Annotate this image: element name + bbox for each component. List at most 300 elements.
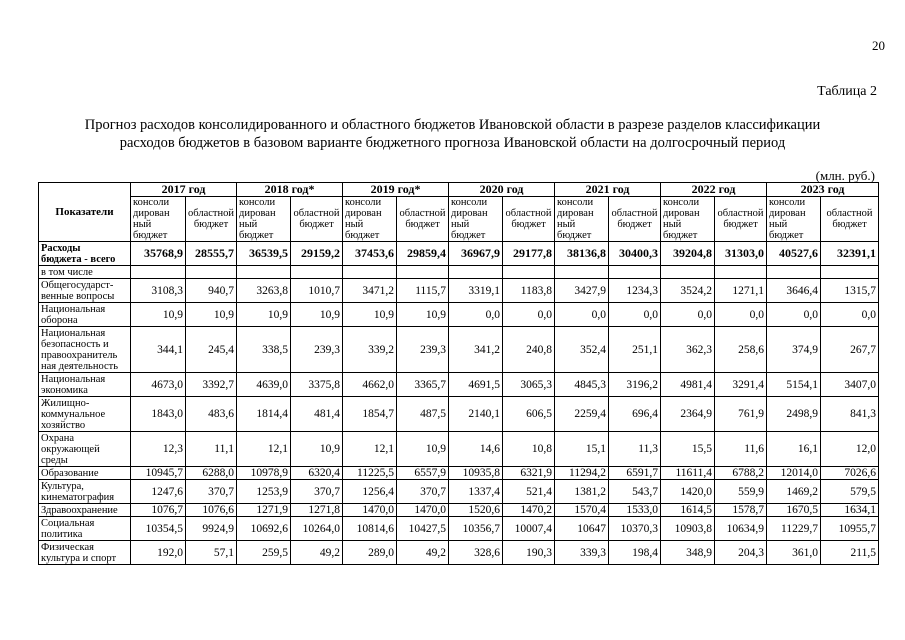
regional-value-cell: 245,4 [186,327,237,373]
consolidated-value-cell: 4845,3 [555,373,609,397]
consolidated-budget-header [661,197,715,242]
row-label-line: Расходы [41,242,81,254]
consolidated-value-cell: 289,0 [343,541,397,565]
consolidated-value-cell: 3524,2 [661,279,715,303]
consolidated-value-cell: 341,2 [449,327,503,373]
regional-value-cell: 11,1 [186,432,237,467]
consolidated-value-cell: 10,9 [237,303,291,327]
page-number: 20 [872,38,885,53]
table-row [39,504,879,517]
row-label-line: ная деятельность [41,360,119,372]
row-label [39,517,131,541]
consolidated-value-cell: 3427,9 [555,279,609,303]
consolidated-value-cell: 4673,0 [131,373,186,397]
regional-value-cell: 31303,0 [715,242,767,266]
regional-value-cell: 6557,9 [397,467,449,480]
row-label-line: кинематография [41,491,115,503]
consolidated-value-cell: 3108,3 [131,279,186,303]
regional-value-cell: 10,9 [186,303,237,327]
title-line-2: расходов бюджетов в базовом варианте бюджетного прогноза Ивановской области на долгосрочный период [119,135,786,151]
regional-value-cell: 3291,4 [715,373,767,397]
header-line: дирован [451,208,488,219]
regional-value-cell: 841,3 [821,397,879,432]
consolidated-value-cell: 361,0 [767,541,821,565]
header-line: бюджет [405,219,440,230]
consolidated-value-cell: 40527,6 [767,242,821,266]
regional-value-cell: 1076,6 [186,504,237,517]
consolidated-value-cell: 3471,2 [343,279,397,303]
consolidated-value-cell: 11611,4 [661,467,715,480]
header-line: бюджет [663,230,698,241]
consolidated-value-cell: 12,1 [343,432,397,467]
budget-forecast-table [38,182,879,565]
row-label-line: хозяйство [41,419,86,431]
row-label-line: безопасность и [41,338,109,350]
regional-value-cell [186,266,237,279]
consolidated-value-cell: 10,9 [343,303,397,327]
consolidated-value-cell: 0,0 [555,303,609,327]
regional-value-cell: 1578,7 [715,504,767,517]
table-row [39,242,879,266]
consolidated-value-cell [661,266,715,279]
regional-budget-header [186,197,237,242]
header-line: бюджет [617,219,652,230]
consolidated-value-cell [449,266,503,279]
consolidated-value-cell: 10978,9 [237,467,291,480]
regional-value-cell: 761,9 [715,397,767,432]
regional-value-cell: 1271,1 [715,279,767,303]
consolidated-value-cell: 39204,8 [661,242,715,266]
consolidated-value-cell [767,266,821,279]
regional-budget-header [503,197,555,242]
regional-value-cell: 251,1 [609,327,661,373]
row-label [39,480,131,504]
row-label [39,467,131,480]
header-line: консоли [451,197,488,208]
consolidated-value-cell: 35768,9 [131,242,186,266]
header-line: областной [505,208,552,219]
header-line: областной [826,208,873,219]
regional-value-cell: 28555,7 [186,242,237,266]
consolidated-value-cell: 362,3 [661,327,715,373]
regional-value-cell: 240,8 [503,327,555,373]
regional-value-cell: 696,4 [609,397,661,432]
row-label-line: Здравоохранение [41,504,118,516]
table-label: Таблица 2 [817,84,877,99]
consolidated-budget-header [237,197,291,242]
regional-value-cell: 1115,7 [397,279,449,303]
regional-value-cell: 1634,1 [821,504,879,517]
consolidated-value-cell: 3646,4 [767,279,821,303]
consolidated-value-cell: 192,0 [131,541,186,565]
regional-value-cell: 3065,3 [503,373,555,397]
consolidated-value-cell: 12,3 [131,432,186,467]
consolidated-value-cell: 1420,0 [661,480,715,504]
consolidated-value-cell: 10647 [555,517,609,541]
regional-value-cell: 10,9 [397,303,449,327]
year-header: 2018 год* [237,183,343,197]
regional-value-cell: 10,9 [291,432,343,467]
table-row [39,480,879,504]
regional-budget-header [397,197,449,242]
header-line: областной [293,208,340,219]
consolidated-value-cell: 1570,4 [555,504,609,517]
year-header-row [39,183,879,197]
consolidated-value-cell: 38136,8 [555,242,609,266]
regional-value-cell: 0,0 [821,303,879,327]
consolidated-budget-header [343,197,397,242]
regional-value-cell: 10007,4 [503,517,555,541]
header-line: консоли [663,197,700,208]
regional-value-cell: 521,4 [503,480,555,504]
consolidated-value-cell: 1469,2 [767,480,821,504]
consolidated-value-cell: 2364,9 [661,397,715,432]
row-label-line: Физическая [41,541,94,553]
header-line: бюджет [769,230,804,241]
regional-value-cell: 6591,7 [609,467,661,480]
document-title [40,116,865,152]
row-label-line: правоохранитель [41,349,118,361]
header-line: бюджет [451,230,486,241]
consolidated-value-cell: 4639,0 [237,373,291,397]
consolidated-value-cell: 12014,0 [767,467,821,480]
regional-budget-header [821,197,879,242]
row-label-line: Жилищно- [41,397,90,409]
row-label-line: экономика [41,384,88,396]
regional-value-cell: 239,3 [291,327,343,373]
subheader-row [39,197,879,242]
regional-value-cell [821,266,879,279]
consolidated-value-cell: 4981,4 [661,373,715,397]
regional-value-cell: 1271,8 [291,504,343,517]
regional-value-cell: 6320,4 [291,467,343,480]
row-label-line: коммунальное [41,408,106,420]
consolidated-value-cell: 1256,4 [343,480,397,504]
year-header: 2020 год [449,183,555,197]
consolidated-value-cell: 328,6 [449,541,503,565]
regional-value-cell: 211,5 [821,541,879,565]
regional-value-cell: 3407,0 [821,373,879,397]
consolidated-value-cell: 2498,9 [767,397,821,432]
regional-value-cell: 10,9 [397,432,449,467]
header-line: дирован [557,208,594,219]
consolidated-value-cell: 339,3 [555,541,609,565]
row-label-line: в том числе [41,266,93,278]
indicator-header: Показатели [39,183,131,242]
year-header: 2017 год [131,183,237,197]
consolidated-value-cell: 10814,6 [343,517,397,541]
table-row [39,467,879,480]
consolidated-value-cell: 374,9 [767,327,821,373]
regional-value-cell: 10427,5 [397,517,449,541]
consolidated-value-cell: 4662,0 [343,373,397,397]
row-label [39,432,131,467]
regional-value-cell: 29177,8 [503,242,555,266]
row-label [39,504,131,517]
regional-value-cell: 1010,7 [291,279,343,303]
table-row [39,327,879,373]
regional-value-cell: 10634,9 [715,517,767,541]
regional-value-cell: 190,3 [503,541,555,565]
consolidated-value-cell: 10692,6 [237,517,291,541]
consolidated-value-cell: 1854,7 [343,397,397,432]
regional-budget-header [291,197,343,242]
regional-value-cell: 6788,2 [715,467,767,480]
header-line: консоли [769,197,806,208]
regional-value-cell: 10264,0 [291,517,343,541]
table-row [39,432,879,467]
row-label-line: Национальная [41,303,106,315]
header-line: консоли [133,197,170,208]
header-line: бюджет [723,219,758,230]
consolidated-value-cell: 10935,8 [449,467,503,480]
header-line: областной [611,208,658,219]
row-label [39,279,131,303]
row-label-line: культура и спорт [41,552,117,564]
header-line: ный [451,219,470,230]
regional-value-cell: 10955,7 [821,517,879,541]
header-line: бюджет [832,219,867,230]
year-header: 2021 год [555,183,661,197]
row-label-line: окружающей [41,443,100,455]
row-label-line: Национальная [41,327,106,339]
header-line: дирован [239,208,276,219]
consolidated-value-cell: 1337,4 [449,480,503,504]
regional-value-cell: 32391,1 [821,242,879,266]
regional-value-cell: 29859,4 [397,242,449,266]
units-label: (млн. руб.) [815,168,875,183]
regional-value-cell: 370,7 [397,480,449,504]
consolidated-value-cell: 0,0 [767,303,821,327]
regional-value-cell: 1533,0 [609,504,661,517]
regional-value-cell: 57,1 [186,541,237,565]
consolidated-value-cell: 339,2 [343,327,397,373]
header-line: бюджет [239,230,274,241]
row-label [39,373,131,397]
header-line: дирован [769,208,806,219]
consolidated-value-cell: 1670,5 [767,504,821,517]
consolidated-budget-header [767,197,821,242]
consolidated-value-cell [131,266,186,279]
consolidated-value-cell: 3319,1 [449,279,503,303]
regional-value-cell: 481,4 [291,397,343,432]
table-row [39,266,879,279]
header-line: областной [399,208,446,219]
regional-value-cell: 3365,7 [397,373,449,397]
consolidated-value-cell: 36967,9 [449,242,503,266]
row-label-line: оборона [41,314,78,326]
consolidated-value-cell: 10356,7 [449,517,503,541]
consolidated-value-cell [343,266,397,279]
consolidated-value-cell: 14,6 [449,432,503,467]
header-line: областной [188,208,234,219]
consolidated-value-cell: 1614,5 [661,504,715,517]
row-label-line: Национальная [41,373,106,385]
consolidated-value-cell: 5154,1 [767,373,821,397]
header-line: ный [769,219,788,230]
consolidated-value-cell: 1470,0 [343,504,397,517]
regional-value-cell: 1470,2 [503,504,555,517]
regional-value-cell: 267,7 [821,327,879,373]
row-label-line: среды [41,454,68,466]
consolidated-value-cell [237,266,291,279]
row-label [39,327,131,373]
regional-value-cell: 579,5 [821,480,879,504]
consolidated-value-cell: 1520,6 [449,504,503,517]
header-line: ный [663,219,682,230]
regional-value-cell: 370,7 [291,480,343,504]
regional-value-cell: 559,9 [715,480,767,504]
regional-value-cell: 49,2 [397,541,449,565]
consolidated-value-cell: 0,0 [449,303,503,327]
regional-value-cell: 10,8 [503,432,555,467]
header-line: бюджет [299,219,334,230]
consolidated-value-cell: 11225,5 [343,467,397,480]
consolidated-value-cell: 259,5 [237,541,291,565]
header-line: бюджет [133,230,168,241]
header-line: бюджет [511,219,546,230]
regional-value-cell: 239,3 [397,327,449,373]
table-row [39,303,879,327]
regional-value-cell: 10370,3 [609,517,661,541]
row-label [39,303,131,327]
header-line: консоли [345,197,382,208]
header-line: бюджет [557,230,592,241]
regional-value-cell: 10,9 [291,303,343,327]
regional-value-cell: 11,6 [715,432,767,467]
regional-value-cell: 49,2 [291,541,343,565]
row-label-line: Общегосударст- [41,279,114,291]
row-label [39,242,131,266]
regional-value-cell: 3375,8 [291,373,343,397]
header-line: бюджет [193,219,229,230]
regional-value-cell: 258,6 [715,327,767,373]
consolidated-budget-header [555,197,609,242]
consolidated-budget-header [449,197,503,242]
regional-value-cell: 6321,9 [503,467,555,480]
regional-value-cell: 0,0 [715,303,767,327]
consolidated-value-cell: 11229,7 [767,517,821,541]
header-line: бюджет [345,230,380,241]
consolidated-value-cell: 10945,7 [131,467,186,480]
consolidated-value-cell: 11294,2 [555,467,609,480]
regional-value-cell: 198,4 [609,541,661,565]
year-header: 2023 год [767,183,879,197]
year-header: 2022 год [661,183,767,197]
consolidated-value-cell: 1076,7 [131,504,186,517]
consolidated-value-cell: 15,5 [661,432,715,467]
regional-value-cell: 940,7 [186,279,237,303]
header-line: областной [717,208,764,219]
consolidated-value-cell: 2140,1 [449,397,503,432]
consolidated-value-cell: 16,1 [767,432,821,467]
regional-value-cell: 3392,7 [186,373,237,397]
regional-value-cell: 12,0 [821,432,879,467]
consolidated-value-cell: 2259,4 [555,397,609,432]
header-line: ный [133,219,152,230]
consolidated-value-cell: 36539,5 [237,242,291,266]
header-line: дирован [663,208,700,219]
regional-value-cell [397,266,449,279]
regional-value-cell: 487,5 [397,397,449,432]
regional-value-cell: 1470,0 [397,504,449,517]
consolidated-value-cell: 348,9 [661,541,715,565]
regional-value-cell: 483,6 [186,397,237,432]
table-row [39,541,879,565]
regional-value-cell: 6288,0 [186,467,237,480]
consolidated-value-cell: 338,5 [237,327,291,373]
consolidated-value-cell: 1814,4 [237,397,291,432]
table-row [39,397,879,432]
row-label-line: Охрана [41,432,75,444]
consolidated-value-cell: 10354,5 [131,517,186,541]
header-line: ный [557,219,576,230]
regional-value-cell: 1234,3 [609,279,661,303]
header-line: дирован [133,208,170,219]
regional-budget-header [715,197,767,242]
consolidated-value-cell: 1247,6 [131,480,186,504]
row-label-line: политика [41,528,83,540]
year-header: 2019 год* [343,183,449,197]
regional-value-cell: 3196,2 [609,373,661,397]
header-line: дирован [345,208,382,219]
regional-value-cell: 0,0 [503,303,555,327]
header-line: ный [345,219,364,230]
regional-value-cell: 11,3 [609,432,661,467]
consolidated-value-cell: 10,9 [131,303,186,327]
regional-value-cell [609,266,661,279]
consolidated-value-cell: 1843,0 [131,397,186,432]
table-row [39,279,879,303]
regional-value-cell: 1183,8 [503,279,555,303]
consolidated-budget-header [131,197,186,242]
consolidated-value-cell: 1271,9 [237,504,291,517]
regional-value-cell: 543,7 [609,480,661,504]
row-label-line: Образование [41,467,99,479]
regional-value-cell: 1315,7 [821,279,879,303]
row-label [39,397,131,432]
regional-value-cell [503,266,555,279]
row-label-line: Социальная [41,517,95,529]
row-label [39,541,131,565]
consolidated-value-cell: 4691,5 [449,373,503,397]
row-label-line: венные вопросы [41,290,115,302]
table-row [39,373,879,397]
header-line: консоли [239,197,276,208]
consolidated-value-cell: 1253,9 [237,480,291,504]
consolidated-value-cell: 3263,8 [237,279,291,303]
consolidated-value-cell: 37453,6 [343,242,397,266]
consolidated-value-cell: 10903,8 [661,517,715,541]
consolidated-value-cell [555,266,609,279]
regional-value-cell: 204,3 [715,541,767,565]
consolidated-value-cell: 15,1 [555,432,609,467]
regional-value-cell: 29159,2 [291,242,343,266]
consolidated-value-cell: 344,1 [131,327,186,373]
regional-value-cell: 30400,3 [609,242,661,266]
regional-value-cell: 0,0 [609,303,661,327]
header-line: ный [239,219,258,230]
regional-value-cell [291,266,343,279]
regional-budget-header [609,197,661,242]
row-label-line: Культура, [41,480,84,492]
consolidated-value-cell: 12,1 [237,432,291,467]
table-body [39,242,879,565]
consolidated-value-cell: 352,4 [555,327,609,373]
regional-value-cell [715,266,767,279]
row-label-line: бюджета - всего [41,253,116,265]
regional-value-cell: 370,7 [186,480,237,504]
